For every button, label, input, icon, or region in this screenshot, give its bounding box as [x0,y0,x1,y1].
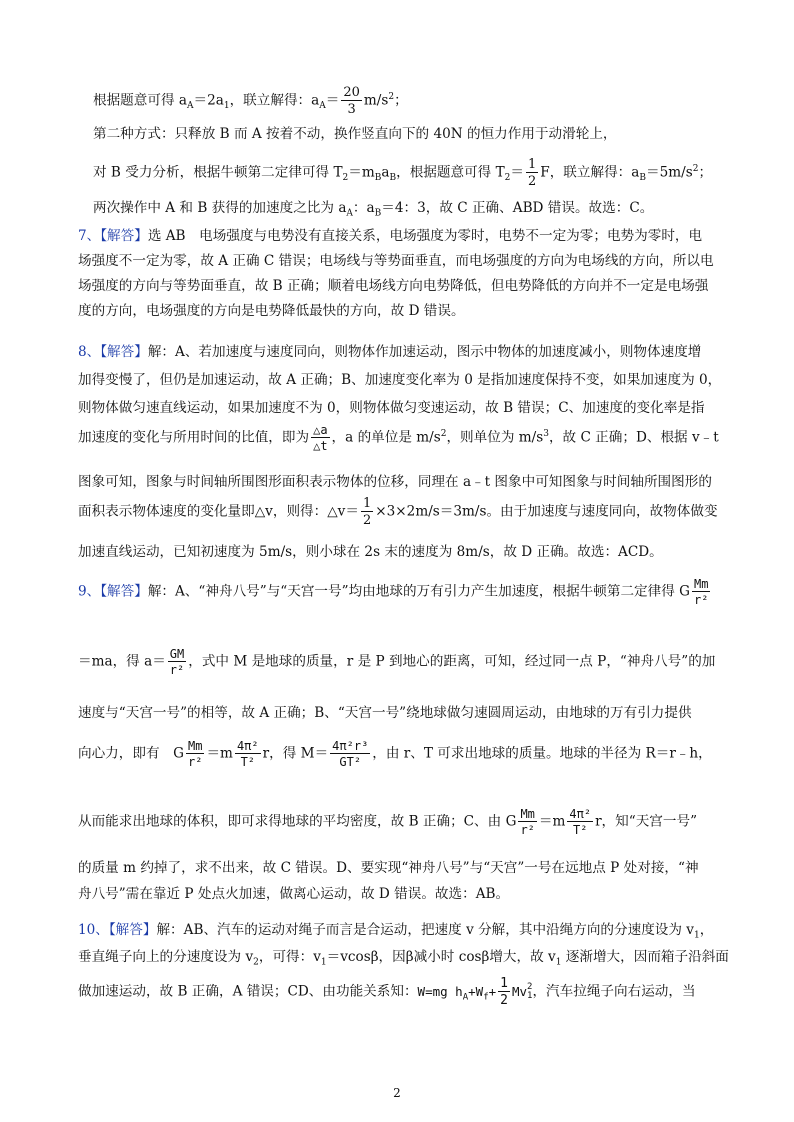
question-number: 9、【解答】 [78,583,148,600]
question-number: 10、【解答】 [78,922,157,938]
text-line: 10、【解答】解：AB、汽车的运动对绳子而言是合运动，把速度 v 分解，其中沿绳方向的分速度设为 $v_1$， [78,922,714,941]
text-line: 则物体做匀速直线运动，如果加速度不为 0，则物体做匀变速运动，故 B 错误；C、加速度的变化率是指 [78,400,705,416]
text-line: 垂直绳子向上的分速度设为 $v_2$，可得：$v_1=vcos\beta$，因β减小时 cosβ增大，故 $v_1$ 逐渐增大，因而箱子沿斜面 [78,949,729,968]
fraction: $\frac{Mm}{\text{r²}}$ [188,739,203,769]
fraction: $\frac{\text{4π²r³}}{\text{GT²}}$ [332,739,369,769]
text-line: 根据题意可得 $a_A=2a_1$，联立解得：$a_A=$ $\frac{20}{3}$ $m/s^2$； [93,85,408,117]
fraction: $\frac{1}{2}$ [500,976,508,1008]
text-line: 从而能求出地球的体积，即可求得地球的平均密度，故 B 正确；C、由 G $\frac{Mm}{\text{r²}}$ ＝m $\frac{\text{4π²}}{\text{T²}}$ r，知“天宫一号” [78,807,698,837]
text-line: 舟八号”需在靠近 P 处点火加速，做离心运动，故 D 错误。故选：AB。 [78,886,510,902]
text-line: 场强度的方向与等势面垂直，故 B 正确；顺着电场线方向电势降低，但电势降低的方向并不一定是电场强 [78,278,709,294]
fraction: $\frac{\text{4π²}}{\text{T²}}$ [236,739,259,769]
text-line: 加速度的变化与所用时间的比值，即为 $\frac{\triangle a}{\triangle t}$ ，a 的单位是 $m/s^2$，则单位为 $m/s^3$，故 C 正确；D、根据 v﹣t [78,423,719,454]
question-number: 8、【解答】 [78,344,148,360]
fraction: $\frac{1}{2}$ [362,496,372,528]
text-line: 加速直线运动，已知初速度为 5m/s，则小球在 2s 末的速度为 8m/s，故 D 正确。故选：ACD。 [78,544,663,560]
page-number: 2 [393,1086,401,1100]
fraction: $\frac{GM}{\text{r²}}$ [169,647,185,677]
text-line: 8、【解答】解：A、若加速度与速度同向，则物体作加速运动，图示中物体的加速度减小，则物体速度增 [78,344,702,360]
text-line: 做加速运动，故 B 正确，A 错误；CD、由功能关系知：W=mg $h_A+W_f+$ $\frac{1}{2}$ Mv 2 1 ，汽车拉绳子向右运动，当 [78,976,696,1008]
text-line: 两次操作中 A 和 B 获得的加速度之比为 $a_A$：$a_B=4$：3，故 C 正确、ABD 错误。故选：C。 [93,200,654,219]
text-line: 9、【解答】解：A、“神舟八号”与“天宫一号”均由地球的万有引力产生加速度，根据牛顿第二定律得 G $\frac{Mm}{\text{r²}}$ [78,577,709,607]
text-line: 的质量 m 约掉了，求不出来，故 C 错误。D、要实现“神舟八号”与“天宫”一号在远地点 P 处对接，“神 [78,860,699,876]
text-line: 面积表示物体速度的变化量即△v，则得：△v＝ $\frac{1}{2}$ ×3×2m/s＝3m/s。由于加速度与速度同向，故物体做变 [78,496,718,528]
text-line: 图象可知，图象与时间轴所围图形面积表示物体的位移，同理在 a﹣t 图象中可知图象与时间轴所围图形的 [78,474,712,490]
fraction: $\frac{1}{2}$ [527,157,537,189]
text-line: 度的方向，电场强度的方向是电势降低最快的方向，故 D 错误。 [78,303,465,319]
fraction: $\frac{Mm}{\text{r²}}$ [520,807,535,837]
text-line: 速度与“天宫一号”的相等，故 A 正确；B、“天宫一号”绕地球做匀速圆周运动，由地球的万有引力提供 [78,705,692,721]
equation: W=mg $h_A+W_f+$ $\frac{1}{2}$ Mv 2 1 [417,976,533,1008]
fraction: $\frac{20}{3}$ [343,85,360,117]
text-line: 向心力，即有 G $\frac{Mm}{\text{r²}}$ ＝m $\frac{\text{4π²}}{\text{T²}}$ r，得 M＝ $\frac{\text{4π²r³}}{\text{GT²}}$ ，由 r、T 可求出地球的质量。地球的半径为 R＝r﹣h， [78,739,712,769]
text-line: 第二种方式：只释放 B 而 A 按着不动，换作竖直向下的 40N 的恒力作用于动滑轮上， [93,126,617,142]
fraction: $\frac{\triangle a}{\triangle t}$ [313,423,328,454]
fraction: $\frac{Mm}{\text{r²}}$ [694,577,709,607]
text-line: ＝ma，得 a＝ $\frac{GM}{\text{r²}}$ ，式中 M 是地球的质量，r 是 P 到地心的距离，可知，经过同一点 P，“神舟八号”的加 [78,647,716,677]
fraction: $\frac{\text{4π²}}{\text{T²}}$ [569,807,592,837]
text-line: 对 B 受力分析，根据牛顿第二定律可得 $T_2=m_Ba_B$，根据题意可得 $T_2=$ $\frac{1}{2}$ F，联立解得：$a_B=5m/s^2$； [93,157,713,189]
text-line: 加得变慢了，但仍是加速运动，故 A 正确；B、加速度变化率为 0 是指加速度保持不变，如果加速度为 0， [78,372,722,388]
text-line: 场强度不一定为零，故 A 正确 C 错误；电场线与等势面垂直，而电场强度的方向为电场线的方向，所以电 [78,253,714,269]
question-number: 7、【解答】 [78,228,148,244]
text-line: 7、【解答】选 AB 电场强度与电势没有直接关系，电场强度为零时，电势不一定为零；电势为零时，电 [78,228,703,244]
